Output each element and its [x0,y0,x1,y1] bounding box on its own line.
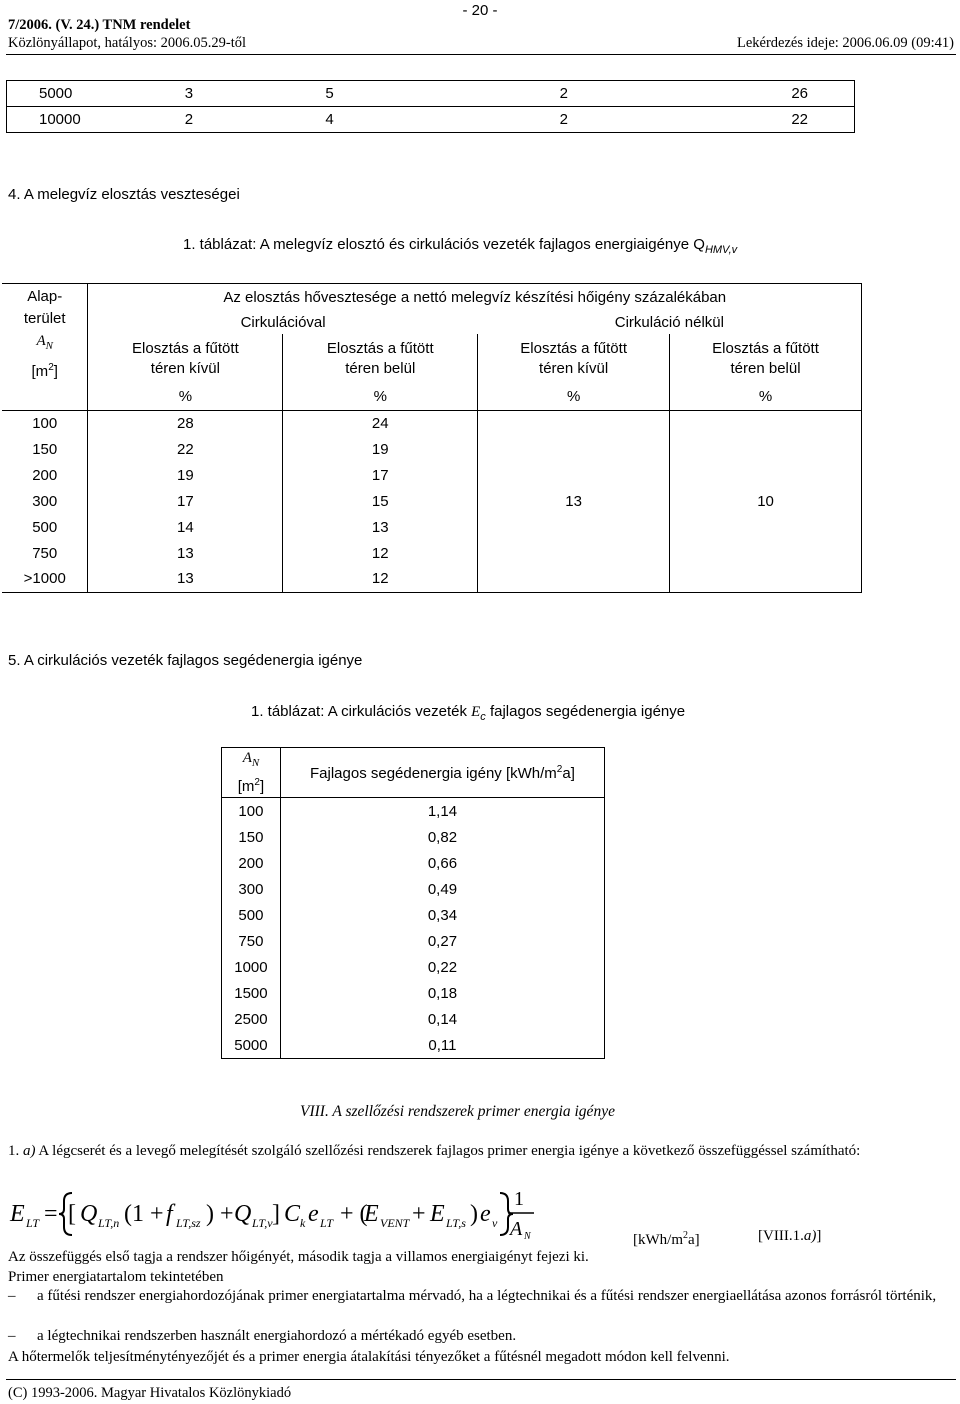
section5-caption-pre: 1. táblázat: A cirkulációs vezeték [251,703,472,720]
table-row [222,798,605,825]
group-without-circulation: Cirkuláció nélkül [478,310,862,334]
area-cell: 300 [222,876,281,902]
aux-energy-table [221,747,605,1059]
aux-col2-header: Fajlagos segédenergia igény $[kWh/m^2a]$ [280,748,604,798]
svg-text:v: v [492,1216,498,1230]
svg-text:C: C [284,1201,301,1227]
svg-text:=: = [44,1201,58,1227]
aux-col1-unit: $[m^2]$ [237,777,265,795]
doc-title: 7/2006. (V. 24.) TNM rendelet [8,17,191,33]
header-rule [6,54,956,55]
section4-caption-sub: HMV,v [704,244,738,256]
column-header [283,334,478,384]
footer-rule [6,1379,956,1380]
unit-cell: % [478,384,670,410]
area-cell: 5000 [222,1032,281,1059]
column-header [478,334,670,384]
svg-text:E: E [430,1201,445,1227]
value-cell: 14 [88,514,283,540]
value-cell: 0,49 [280,876,604,902]
column-header [88,334,283,384]
area-cell: 200 [222,850,281,876]
value-cell: 19 [88,462,283,488]
svg-text:f: f [166,1201,173,1227]
area-cell: 200 [2,462,88,488]
area-cell: 300 [2,488,88,514]
table-cell: 3 [185,81,326,107]
status-line: Közlönyállapot, hatályos: 2006.05.29-től [8,35,247,51]
value-cell: 0,82 [280,824,604,850]
area-cell: 1000 [222,954,281,980]
section8-heading: VIII. A szellőzési rendszerek primer energia igénye [300,1103,615,1120]
section5-caption-post: fajlagos segédenergia igénye [485,703,686,720]
svg-text:Q: Q [80,1201,98,1227]
area-cell: 1500 [222,980,281,1006]
table-cell: 5000 [7,81,185,107]
unit-cell: % [283,384,478,410]
table-row [222,876,605,902]
value-cell: 13 [88,566,283,592]
area-cell: >1000 [2,566,88,592]
section5-caption [251,703,685,723]
section4-caption-text: 1. táblázat: A melegvíz elosztó és cirkulációs vezeték fajlagos energiaigénye Q [183,236,705,253]
value-cell: 0,18 [280,980,604,1006]
area-cell: 100 [222,798,281,825]
section4-heading: 4. A melegvíz elosztás veszteségei [8,186,240,203]
svg-text:+: + [412,1201,426,1227]
aux-col1-symbol: $A_N$ [242,750,260,769]
table-cell: 2 [185,107,326,133]
dash-icon: – [8,1288,16,1304]
query-date: Lekérdezés ideje: 2006.06.09 (09:41) [736,35,954,51]
table-cell: 2 [560,81,718,107]
section8-paragraph1: 1. a) A légcserét és a levegő melegítését szolgáló szellőzési rendszerek fajlagos primer energia igénye a következő összefüggéssel számítható: [8,1143,861,1159]
area-cell: 150 [222,824,281,850]
aux-col1-header [222,748,281,798]
value-cell: 0,14 [280,1006,604,1032]
value-cell: 1,14 [280,798,604,825]
svg-text:]: ] [272,1201,280,1227]
bullet-text-1: a fűtési rendszer energiahordozójának primer energiatartalma mérvadó, ha a légtechnikai és a fűtési rendszer energiaellátása azonos forrásról történik, [37,1288,937,1304]
table-cell: 22 [717,107,854,133]
section5-caption-sub: c [480,711,486,723]
area-unit: $[m^2]$ [31,362,58,380]
area-cell: 500 [222,902,281,928]
value-cell: 0,22 [280,954,604,980]
footer-copyright: (C) 1993-2006. Magyar Hivatalos Közlönykiadó [8,1385,292,1401]
svg-text:E: E [364,1201,379,1227]
value-cell: 0,66 [280,850,604,876]
table-row [222,928,605,954]
svg-text:e: e [308,1201,319,1227]
column-header-line1: Elosztás a fűtött [132,340,239,357]
value-cell: 17 [283,462,478,488]
table-cell: 26 [717,81,854,107]
value-cell: 0,27 [280,928,604,954]
column-header-line2: téren belül [345,360,416,377]
value-cell: 24 [283,410,478,436]
table-cell: 2 [560,107,718,133]
svg-text:(1 +: (1 + [124,1201,164,1227]
svg-text:LT,s: LT,s [446,1216,466,1230]
svg-text:+ (: + ( [340,1201,368,1227]
column-header-line1: Elosztás a fűtött [326,340,434,357]
column-header-line1: Elosztás a fűtött [712,340,819,357]
value-cell: 19 [283,436,478,462]
table-row [7,81,855,107]
table-row [222,1006,605,1032]
svg-text:LT: LT [320,1216,334,1230]
table-row [7,107,855,133]
table-cell: 10000 [7,107,185,133]
group-with-circulation: Cirkulációval [88,310,478,334]
table-row [222,850,605,876]
column-header-line2: téren belül [730,360,801,377]
unit-cell: % [88,384,283,410]
table-row [222,824,605,850]
area-header [2,284,88,411]
section4-caption [183,236,737,256]
formula-reference: [VIII.1.a)] [758,1228,822,1244]
svg-text:LT,v: LT,v [252,1216,273,1230]
section8-paragraph2: Az összefüggés első tagja a rendszer hőigényét, második tagja a villamos energiaigényt fejezi ki. [8,1249,589,1265]
area-cell: 750 [222,928,281,954]
ventilation-formula [6,1183,536,1243]
svg-text:E: E [10,1201,25,1227]
svg-text:VENT: VENT [380,1216,410,1230]
area-cell: 150 [2,436,88,462]
svg-text:[: [ [68,1201,76,1227]
column-header-line1: Elosztás a fűtött [520,340,627,357]
value-cell: 12 [283,566,478,592]
table-row [222,980,605,1006]
value-cell: 13 [283,514,478,540]
value-cell: 12 [283,540,478,566]
top-table [6,80,855,133]
area-symbol: $A_N$ [36,333,53,352]
section5-caption-sym: E [471,704,481,720]
table-cell: 5 [325,81,559,107]
table-row [222,1032,605,1059]
area-cell: 100 [2,410,88,436]
dash-icon: – [8,1328,16,1344]
table-row [222,954,605,980]
area-label-1: Alap- [27,288,63,305]
no-circulation-inside-value: 10 [670,410,862,592]
bullet-item-2 [0,1326,954,1346]
svg-text:1: 1 [514,1188,524,1210]
no-circulation-outside-value: 13 [478,410,670,592]
svg-text:N: N [524,1231,531,1242]
value-cell: 28 [88,410,283,436]
value-cell: 17 [88,488,283,514]
svg-text:k: k [300,1216,306,1230]
value-cell: 0,34 [280,902,604,928]
section8-paragraph4: A hőtermelők teljesítménytényezőjét és a primer energia átalakítási tényezőket a fűtésnél megadott módon kell felvenni. [8,1349,730,1365]
formula-unit: $[kWh/m^2a]$ [633,1230,700,1248]
value-cell: 22 [88,436,283,462]
bullet-item-1 [0,1286,954,1306]
value-cell: 15 [283,488,478,514]
svg-text:e: e [480,1201,491,1227]
column-header-line2: téren kívül [539,360,609,377]
area-cell: 2500 [222,1006,281,1032]
area-cell: 500 [2,514,88,540]
column-header [670,334,862,384]
svg-text:) +: ) + [206,1201,234,1227]
svg-text:A: A [510,1218,523,1240]
value-cell: 0,11 [280,1032,604,1059]
table-cell: 4 [325,107,559,133]
section5-heading: 5. A cirkulációs vezeték fajlagos segédenergia igénye [8,652,363,669]
distribution-table [2,283,862,593]
svg-text:): ) [470,1201,478,1227]
svg-text:LT,n: LT,n [98,1216,120,1230]
svg-text:LT,sz: LT,sz [176,1216,201,1230]
svg-text:Q: Q [234,1201,252,1227]
bullet-text-2: a légtechnikai rendszerben használt energiahordozó a mértékadó egyéb esetben. [37,1328,517,1344]
column-header-line2: téren kívül [150,360,220,377]
table-row [222,902,605,928]
page-number: - 20 - [462,2,498,19]
area-label-2: terület [23,310,66,327]
unit-cell: % [670,384,862,410]
svg-text:LT: LT [26,1216,40,1230]
value-cell: 13 [88,540,283,566]
section8-paragraph3: Primer energiatartalom tekintetében [8,1269,224,1285]
area-cell: 750 [2,540,88,566]
main-header: Az elosztás hővesztesége a nettó melegvíz készítési hőigény százalékában [88,284,862,311]
